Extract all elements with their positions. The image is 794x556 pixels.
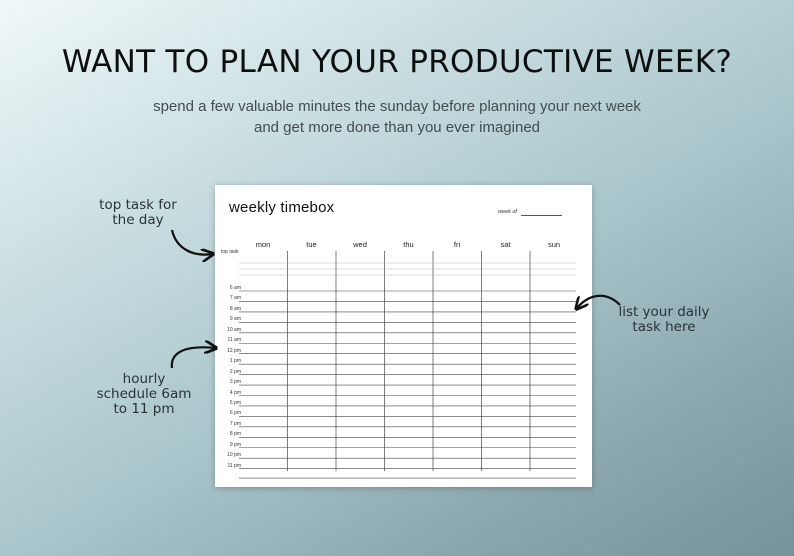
day-header-sun: sun [547, 240, 561, 249]
hour-label: 12 pm [227, 347, 241, 354]
day-header-fri: fri [453, 240, 461, 249]
day-header-sat: sat [500, 240, 511, 249]
hour-label: 7 pm [229, 420, 241, 427]
curved-arrow-icon [172, 347, 215, 368]
top-task-label: top task [221, 249, 239, 255]
hour-label: 9 am [229, 316, 241, 323]
hour-label: 2 pm [229, 368, 241, 375]
hour-label: 11 am [227, 337, 241, 344]
hour-label: 4 pm [229, 389, 241, 396]
hour-label: 8 am [229, 305, 241, 312]
annotation-hourly: hourly schedule 6am to 11 pm [96, 371, 192, 417]
headline: WANT TO PLAN YOUR PRODUCTIVE WEEK? [61, 44, 733, 80]
subtitle: spend a few valuable minutes the sunday before planning your next week and get more done than you ever imagined [153, 98, 641, 136]
annotation-list-tasks: list your daily task here [618, 304, 710, 335]
planner-grid [215, 185, 592, 487]
hour-label: 5 pm [229, 399, 241, 406]
hour-label: 11 pm [227, 462, 241, 469]
hour-label: 3 pm [229, 379, 241, 386]
week-of-label: week of [498, 209, 517, 215]
planner-title: weekly timebox [229, 199, 335, 216]
day-header-thu: thu [403, 240, 414, 249]
curved-arrow-icon [172, 230, 212, 255]
day-header-wed: wed [353, 240, 367, 249]
weekly-planner-sheet [215, 185, 592, 487]
hour-label: 6 pm [229, 410, 241, 417]
hour-label: 8 pm [229, 431, 241, 438]
hour-label: 10 pm [227, 452, 241, 459]
hour-label: 1 pm [229, 358, 241, 365]
day-header-tue: tue [306, 240, 317, 249]
hour-label: 10 am [227, 326, 241, 333]
hour-label: 7 am [229, 295, 241, 302]
hour-label: 9 pm [229, 441, 241, 448]
hour-label: 6 am [229, 285, 241, 291]
annotation-top-task: top task for the day [99, 197, 177, 228]
day-header-mon: mon [255, 240, 271, 249]
